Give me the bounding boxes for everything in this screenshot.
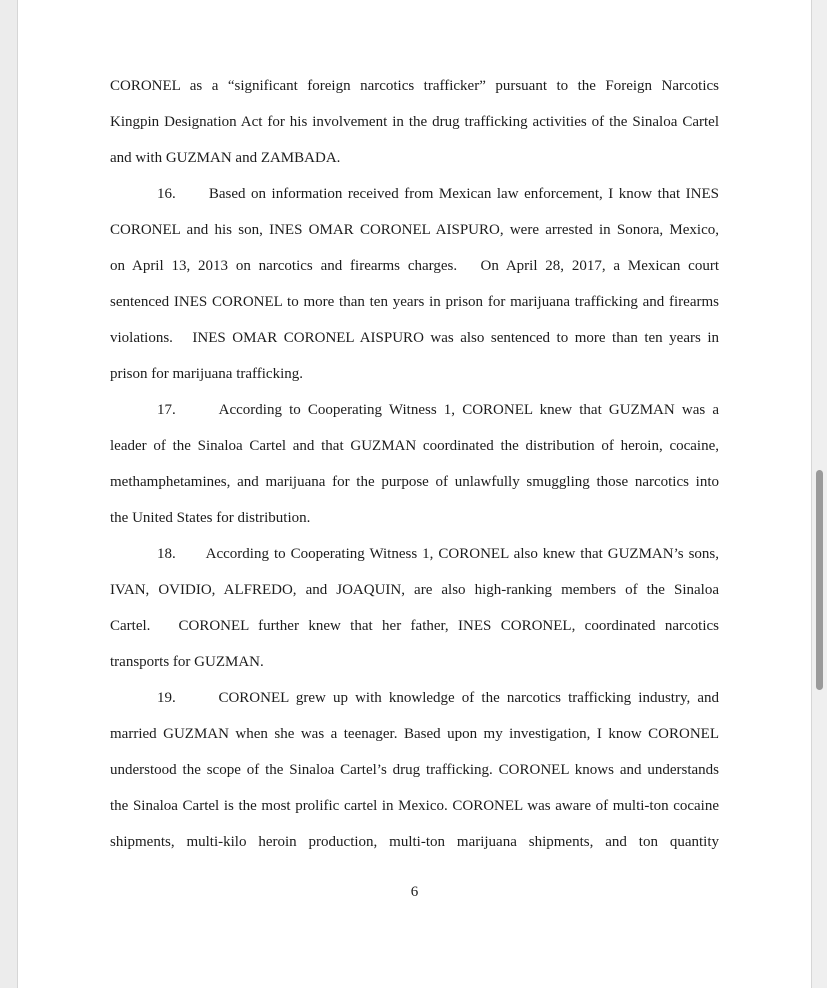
text-line: CORONEL as a “significant foreign narcotics trafficker” pursuant to the Foreign Narcotics <box>110 78 719 94</box>
text-line: understood the scope of the Sinaloa Cartel’s drug trafficking. CORONEL knows and understands <box>110 762 719 778</box>
text-line: Kingpin Designation Act for his involvement in the drug trafficking activities of the Sinaloa Cartel <box>110 114 719 130</box>
text-line: prison for marijuana trafficking. <box>110 366 303 382</box>
text-line: the United States for distribution. <box>110 510 311 526</box>
document-page <box>17 0 812 988</box>
vertical-scrollbar-thumb[interactable] <box>816 470 823 690</box>
text-line: sentenced INES CORONEL to more than ten years in prison for marijuana trafficking and firearms <box>110 294 719 310</box>
text-line: on April 13, 2013 on narcotics and firearms charges. On April 28, 2017, a Mexican court <box>110 258 719 274</box>
text-line: leader of the Sinaloa Cartel and that GUZMAN coordinated the distribution of heroin, cocaine, <box>110 438 719 454</box>
page-number: 6 <box>410 884 419 900</box>
text-line: 19. CORONEL grew up with knowledge of the narcotics trafficking industry, and <box>157 690 719 706</box>
text-line: 17. According to Cooperating Witness 1, CORONEL knew that GUZMAN was a <box>157 402 719 418</box>
text-line: 16. Based on information received from Mexican law enforcement, I know that INES <box>157 186 719 202</box>
text-line: transports for GUZMAN. <box>110 654 264 670</box>
text-line: violations. INES OMAR CORONEL AISPURO was also sentenced to more than ten years in <box>110 330 719 346</box>
text-line: IVAN, OVIDIO, ALFREDO, and JOAQUIN, are also high-ranking members of the Sinaloa <box>110 582 719 598</box>
text-line: married GUZMAN when she was a teenager. Based upon my investigation, I know CORONEL <box>110 726 719 742</box>
text-line: shipments, multi-kilo heroin production, multi-ton marijuana shipments, and ton quantity <box>110 834 719 850</box>
text-line: methamphetamines, and marijuana for the purpose of unlawfully smuggling those narcotics into <box>110 474 719 490</box>
page-body-text <box>110 70 719 862</box>
text-line: the Sinaloa Cartel is the most prolific cartel in Mexico. CORONEL was aware of multi-ton cocaine <box>110 798 719 814</box>
text-line: 18. According to Cooperating Witness 1, CORONEL also knew that GUZMAN’s sons, <box>157 546 719 562</box>
text-line: Cartel. CORONEL further knew that her father, INES CORONEL, coordinated narcotics <box>110 618 719 634</box>
text-line: CORONEL and his son, INES OMAR CORONEL AISPURO, were arrested in Sonora, Mexico, <box>110 222 719 238</box>
text-line: and with GUZMAN and ZAMBADA. <box>110 150 341 166</box>
